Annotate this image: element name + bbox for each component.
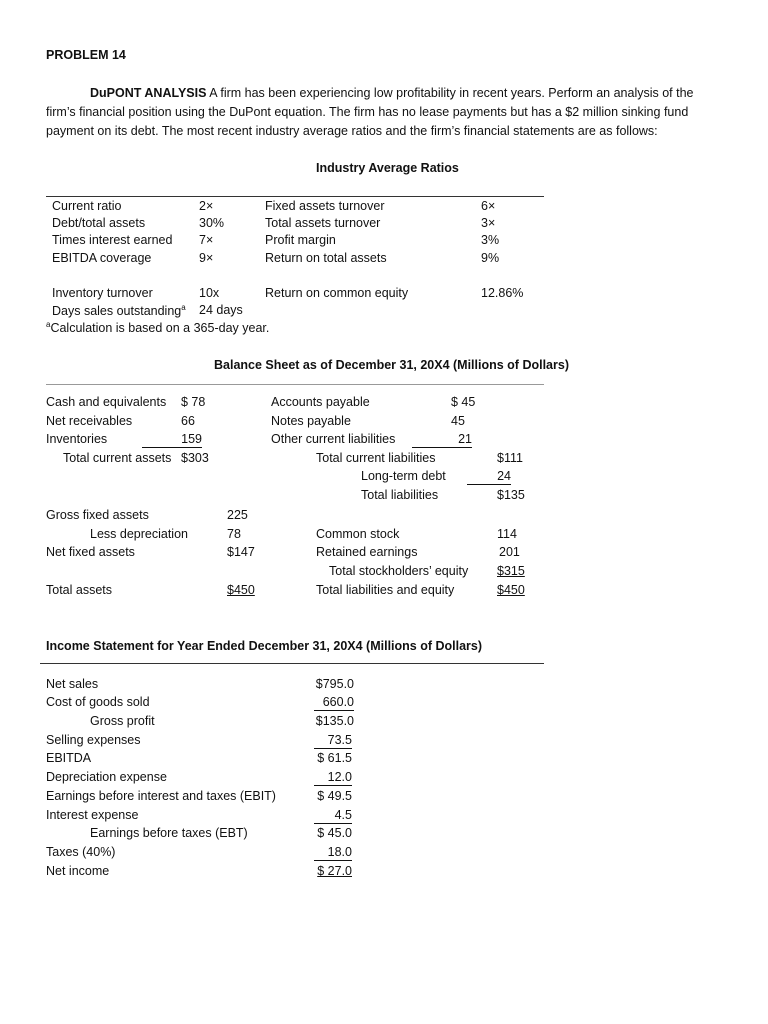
is-value: 12.0 (314, 770, 352, 786)
footnote-text: Calculation is based on a 365-day year. (50, 321, 270, 336)
intro-text: A firm has been experiencing low profitability in recent years. Perform an analysis of the firm’s financial position using the DuPont equation. The firm has no lease payments but has a $2 million sinking fund payment on its debt. The most recent industry average ratios and the firm’s financial statements are as follows: (46, 86, 694, 138)
intro-paragraph (46, 84, 726, 141)
ratio-label: Return on total assets (265, 251, 387, 265)
is-label: Selling expenses (46, 733, 141, 747)
ratio-value: 9% (481, 251, 500, 265)
bs-value: 66 (181, 414, 195, 428)
bs-value: 24 (467, 469, 511, 485)
ratio-value: 12.86% (481, 286, 524, 300)
is-value: $ 49.5 (317, 789, 352, 803)
bs-label: Other current liabilities (271, 432, 396, 446)
bs-label: Total stockholders’ equity (329, 564, 469, 578)
ratio-label: EBITDA coverage (52, 251, 152, 265)
bs-label: Long-term debt (361, 469, 446, 483)
bs-value: 159 (142, 432, 202, 448)
bs-label: Total current assets (63, 451, 172, 465)
bs-value: 225 (227, 508, 248, 522)
balance-sheet-title: Balance Sheet as of December 31, 20X4 (Millions of Dollars) (214, 358, 569, 372)
is-label: Cost of goods sold (46, 695, 150, 709)
bs-value: 114 (497, 527, 517, 541)
bs-label: Total liabilities and equity (316, 583, 455, 597)
is-value: 73.5 (314, 733, 352, 749)
is-value: $ 45.0 (317, 826, 352, 840)
ratio-value: 3% (481, 233, 500, 247)
is-label: Earnings before taxes (EBT) (90, 826, 248, 840)
is-value: 660.0 (314, 695, 354, 711)
bs-label: Notes payable (271, 414, 351, 428)
bs-value: 21 (412, 432, 472, 448)
intro-lead: DuPONT ANALYSIS (90, 86, 207, 100)
bs-label: Net receivables (46, 414, 133, 428)
bs-value: $ 45 (451, 395, 476, 409)
bs-label: Gross fixed assets (46, 508, 149, 522)
ratio-label: Times interest earned (52, 233, 173, 247)
bs-label: Net fixed assets (46, 545, 135, 559)
bs-value: $450 (227, 583, 255, 597)
bs-label: Total assets (46, 583, 113, 597)
bs-label: Common stock (316, 527, 400, 541)
is-value: $ 27.0 (317, 864, 352, 878)
is-value: 18.0 (314, 845, 352, 861)
ratios-footnote (46, 320, 269, 335)
bs-value: $135 (497, 488, 525, 502)
income-statement-rule (40, 663, 544, 664)
is-value: $795.0 (315, 677, 354, 691)
is-label: EBITDA (46, 751, 92, 765)
bs-label: Inventories (46, 432, 108, 446)
ratio-value: 6× (481, 199, 496, 213)
ratio-label: Return on common equity (265, 286, 409, 300)
ratio-value: 10x (199, 286, 220, 300)
income-statement-title: Income Statement for Year Ended December 31, 20X4 (Millions of Dollars) (46, 639, 483, 653)
is-label: Net sales (46, 677, 99, 691)
ratios-top-rule (46, 196, 544, 197)
bs-label: Total liabilities (361, 488, 439, 502)
problem-title: PROBLEM 14 (46, 48, 126, 62)
ratio-label: Total assets turnover (265, 216, 381, 230)
ratio-value: 30% (199, 216, 225, 230)
bs-value: 201 (499, 545, 520, 559)
is-value: $ 61.5 (317, 751, 352, 765)
bs-value: $303 (181, 451, 209, 465)
bs-value: $450 (497, 583, 525, 597)
bs-label: Less depreciation (90, 527, 188, 541)
bs-value: $315 (497, 564, 525, 578)
ratio-value: 3× (481, 216, 496, 230)
bs-value: $ 78 (181, 395, 206, 409)
ratio-label-text: Days sales outstanding (52, 304, 182, 319)
is-label: Gross profit (90, 714, 155, 728)
is-label: Taxes (40%) (46, 845, 116, 859)
ratio-value: 7× (199, 233, 214, 247)
ratio-label: Profit margin (265, 233, 336, 247)
bs-label: Accounts payable (271, 395, 370, 409)
bs-label: Retained earnings (316, 545, 418, 559)
is-value: $135.0 (315, 714, 354, 728)
balance-sheet-rule (46, 384, 544, 385)
ratio-label: Fixed assets turnover (265, 199, 385, 213)
ratio-label: Current ratio (52, 199, 122, 213)
bs-value: 78 (227, 527, 241, 541)
is-label: Earnings before interest and taxes (EBIT) (46, 789, 276, 803)
ratio-label: Debt/total assets (52, 216, 146, 230)
is-label: Interest expense (46, 808, 139, 822)
is-label: Net income (46, 864, 110, 878)
bs-value: 45 (451, 414, 465, 428)
bs-value: $147 (227, 545, 255, 559)
ratios-title: Industry Average Ratios (316, 161, 459, 175)
bs-label: Cash and equivalents (46, 395, 167, 409)
bs-value: $111 (497, 451, 523, 465)
ratio-label (52, 303, 186, 318)
ratio-value: 24 days (199, 303, 243, 317)
bs-label: Total current liabilities (316, 451, 436, 465)
ratio-label: Inventory turnover (52, 286, 153, 300)
ratio-value: 9× (199, 251, 214, 265)
is-label: Depreciation expense (46, 770, 167, 784)
footnote-marker: a (46, 320, 51, 329)
ratio-value: 2× (199, 199, 214, 213)
is-value: 4.5 (314, 808, 352, 824)
footnote-marker: a (181, 303, 186, 312)
